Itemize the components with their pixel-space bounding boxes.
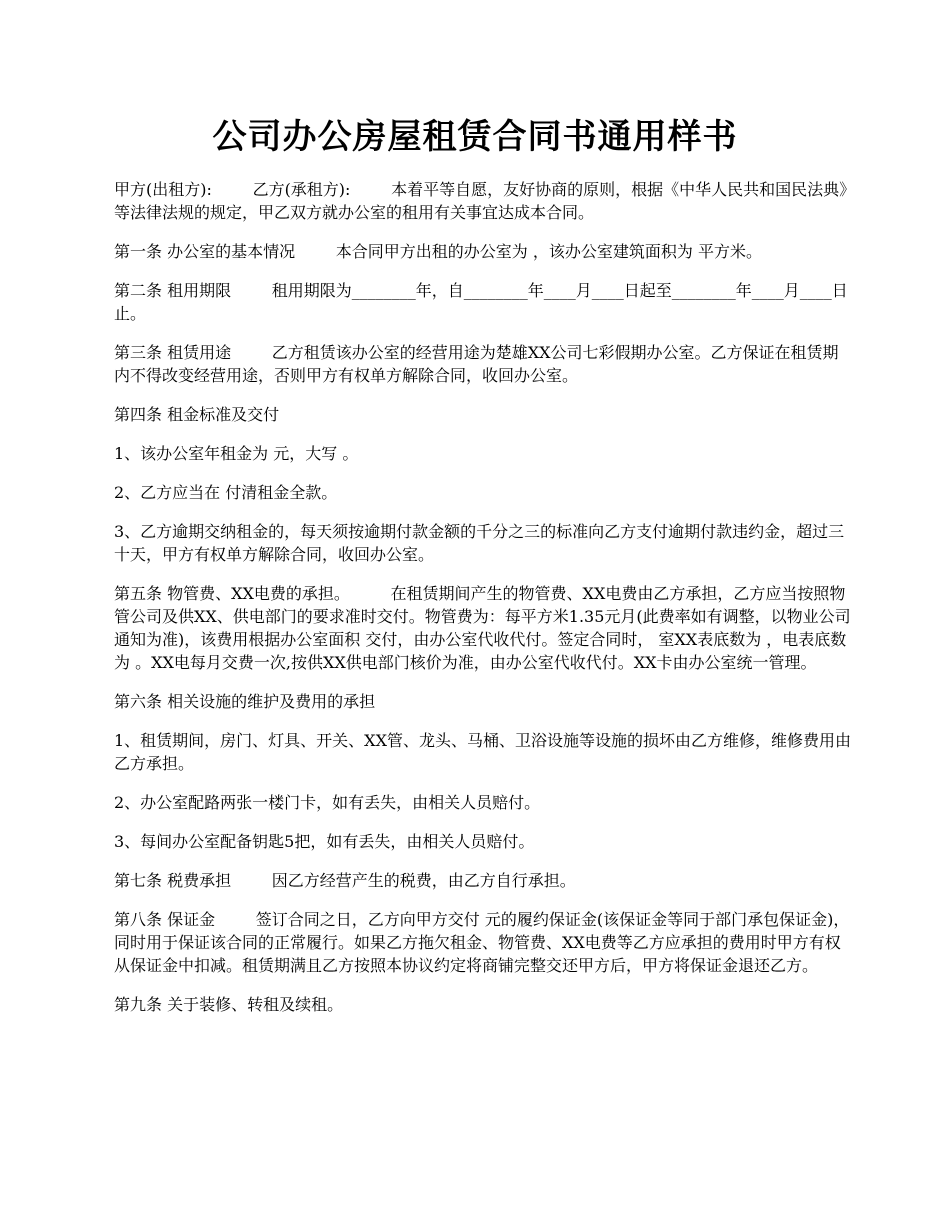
- paragraph-article-8: 第八条 保证金 签订合同之日，乙方向甲方交付 元的履约保证金(该保证金等同于部门承包保证金)，同时用于保证该合同的正常履行。如果乙方拖欠租金、物管费、XX电费等乙方应承担的费用时甲方有权从保证金中扣减。租赁期满且乙方按照本协议约定将商铺完整交还甲方后，甲方将保证金退还乙方。: [114, 910, 850, 975]
- paragraph-article-6-item-1: 1、租赁期间，房门、灯具、开关、XX管、龙头、马桶、卫浴设施等设施的损坏由乙方维修，维修费用由乙方承担。: [114, 731, 851, 773]
- paragraph-article-4-item-3: 3、乙方逾期交纳租金的，每天须按逾期付款金额的千分之三的标准向乙方支付逾期付款违约金，超过三十天，甲方有权单方解除合同，收回办公室。: [114, 522, 845, 564]
- document-body: [114, 178, 854, 1032]
- paragraph-article-2: 第二条 租用期限 租用期限为________年，自________年____月____日起至________年____月____日止。: [114, 281, 848, 323]
- paragraph-article-4-item-2: 2、乙方应当在 付清租金全款。: [114, 483, 338, 502]
- paragraph-article-3: 第三条 租赁用途 乙方租赁该办公室的经营用途为楚雄XX公司七彩假期办公室。乙方保证在租赁期内不得改变经营用途，否则甲方有权单方解除合同，收回办公室。: [114, 343, 839, 385]
- paragraph-article-9: 第九条 关于装修、转租及续租。: [114, 995, 344, 1014]
- paragraph-article-6-item-2: 2、办公室配路两张一楼门卡，如有丢失，由相关人员赔付。: [114, 793, 541, 812]
- paragraph-article-7: 第七条 税费承担 因乙方经营产生的税费，由乙方自行承担。: [114, 871, 576, 890]
- paragraph-article-4-item-1: 1、该办公室年租金为 元，大写 。: [114, 444, 359, 463]
- paragraph-article-4-heading: 第四条 租金标准及交付: [114, 405, 280, 424]
- paragraph-article-6-heading: 第六条 相关设施的维护及费用的承担: [114, 692, 376, 711]
- paragraph-article-6-item-3: 3、每间办公室配备钥匙5把，如有丢失，由相关人员赔付。: [114, 832, 535, 851]
- paragraph-parties: 甲方(出租方): 乙方(承租方): 本着平等自愿，友好协商的原则，根据《中华人民共和国民法典》等法律法规的规定，甲乙双方就办公室的租用有关事宜达成本合同。: [114, 180, 848, 222]
- paragraph-article-1: 第一条 办公室的基本情况 本合同甲方出租的办公室为 ，该办公室建筑面积为 平方米。: [114, 242, 762, 261]
- paragraph-article-5: 第五条 物管费、XX电费的承担。 在租赁期间产生的物管费、XX电费由乙方承担，乙方应当按照物管公司及供XX、供电部门的要求准时交付。物管费为：每平方米1.35元月(此费率如有调整，以物业公司通知为准)，该费用根据办公室面积 交付，由办公室代收代付。签定合同时， 室XX表底数为 ，电表底数为 。XX电每月交费一次,按供XX供电部门核价为准，由办公室代收代付。XX卡由办公室统一管理。: [114, 584, 851, 672]
- document-title: 公司办公房屋租赁合同书通用样书: [212, 117, 738, 157]
